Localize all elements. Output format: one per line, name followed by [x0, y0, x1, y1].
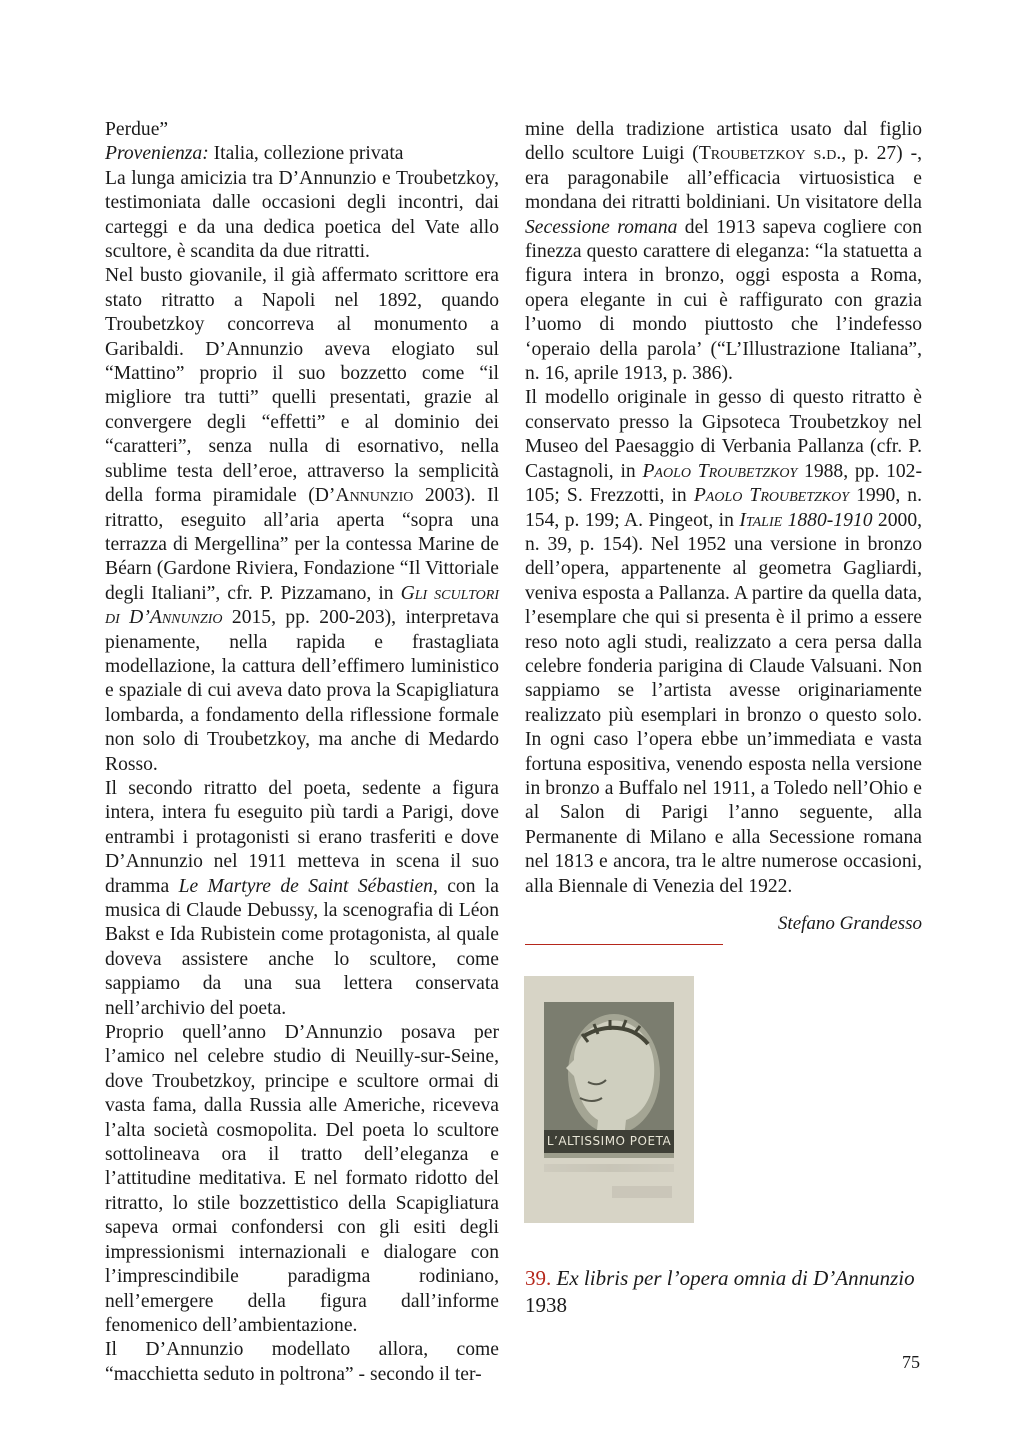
paragraph-text: Il modello originale in gesso di questo ritratto è conservato presso la Gipsoteca Troubetzkoy nel Museo del Paesaggio di Verbania Pallanza (cfr. P. Castagnoli, in — [525, 387, 922, 482]
ex-libris-fine-print — [544, 1164, 674, 1172]
provenance — [105, 142, 499, 166]
provenance-value: Italia, collezione privata — [208, 143, 404, 165]
page-number: 75 — [902, 1352, 920, 1372]
paragraph-text: mine della tradizione artistica usato dal figlio dello scultore Luigi ( — [525, 119, 922, 165]
author-signature: Stefano Grandesso — [777, 913, 922, 934]
citation: Troubetzkoy s.d. — [698, 143, 842, 165]
paragraph-text: , con la musica di Claude Debussy, la scenografia di Léon Bakst e Ida Rubistein come protagonista, al quale doveva assistere anche lo scultore, come sappiamo da una sua lettera conservata nell’archivio del poeta. — [105, 875, 499, 1019]
paragraph — [525, 118, 922, 386]
paragraph-text: 2015, pp. 200-203), interpretava pienamente, nella rapida e frastagliata modellazione, la cattura dell’effimero luministico e spaziale di cui aveva dato prova la Scapigliatura lombarda, a fondamento della riflessione formale non solo di Troubetzkoy, ma anche di Medardo Rosso. — [105, 607, 500, 775]
ex-libris-image — [524, 976, 694, 1223]
paragraph-text: del 1913 sapeva cogliere con finezza questo carattere di eleganza: “la statuetta a figura intera in bronzo, oggi esposta a Roma, opera elegante in cui è raffigurato con grazia l’uomo di mondo piuttosto che l’indefesso ‘operaio della parola’ (“L’Illustrazione Italiana”, n. 16, aprile 1913, p. 386). — [525, 216, 922, 385]
figure-year: 1938 — [525, 1293, 567, 1317]
paragraph-text: Il secondo ritratto del poeta, sedente a figura intera, intera fu eseguito più tardi a Parigi, dove entrambi i protagonisti si erano trasferiti e dove D’Annunzio nel 1911 metteva in scena il suo dramma — [105, 777, 499, 897]
paragraph-text: 1988, pp. 102-105; S. Frezzotti, in — [525, 460, 923, 507]
citation-title: Gli scultori di D’Annunzio — [105, 582, 499, 629]
caption-divider — [525, 944, 723, 945]
ex-libris-stamp — [612, 1186, 672, 1198]
paragraph — [105, 118, 499, 142]
paragraph — [105, 777, 499, 1021]
paragraph-text: 1990, n. 154, p. 199; A. Pingeot, in — [525, 485, 923, 531]
figure-number: 39. — [525, 1266, 552, 1290]
citation: D’Annunzio 2003 — [314, 485, 465, 507]
exhibition-title: Secessione romana — [525, 216, 678, 238]
paragraph-text: 2000, n. 39, p. 154). Nel 1952 una versione in bronzo dell’opera, appartenente al geometra Gagliardi, veniva esposta a Pallanza. A partire da quella data, l’esemplare che qui si presenta è il primo a essere reso noto agli studi, realizzato a cera persa dalla celebre fonderia parigina di Claude Valsuani. Non sappiamo se l’artista avesse originariamente realizzato più esemplari in bronzo o questo solo. In ogni caso l’opera ebbe un’immediata e vasta fortuna espositiva, venendo esposta nella versione in bronzo a Buffalo nel 1911, a Toledo nell’Ohio e al Salon di Parigi l’anno seguente, alla Permanente di Milano e alla Secessione romana nel 1813 e ancora, tra le altre numerose occasioni, alla Biennale di Venezia del 1922. — [525, 509, 923, 897]
text-line: Perdue” — [105, 119, 169, 140]
left-text-column — [105, 118, 499, 1387]
paragraph — [525, 386, 922, 899]
paragraph-text: Il D’Annunzio modellato allora, come “macchietta seduto in poltrona” - secondo il ter- — [105, 1339, 499, 1385]
paragraph-text: La lunga amicizia tra D’Annunzio e Troubetzkoy, testimoniata dalle occasioni degli incontri, dai carteggi e da una dedica poetica del Vate allo scultore, è scandita da due ritratti. — [105, 167, 499, 263]
provenance-label: Provenienza: — [105, 143, 209, 165]
paragraph — [105, 1021, 499, 1338]
citation-title: Italie 1880-1910 — [739, 509, 873, 531]
paragraph — [105, 1338, 499, 1387]
citation-title: Paolo Troubetzkoy — [693, 485, 850, 507]
figure-title: Ex libris per l’opera omnia di D’Annunzio — [556, 1266, 915, 1290]
paragraph-text: , p. 27) -, era paragonabile all’efficacia virtuosistica e mondana dei ritratti boldiniani. Un visitatore della — [525, 143, 922, 214]
paragraph — [105, 167, 499, 265]
paragraph-text: ). Il ritratto, eseguito all’aria aperta “sopra una terrazza di Mergellina” per la contessa Marine de Béarn (Gardone Riviera, Fondazione “Il Vittoriale degli Italiani”, cfr. P. Pizzamano, in — [105, 485, 499, 604]
figure-caption — [525, 1265, 925, 1319]
paragraph — [105, 264, 499, 777]
paragraph-text: Nel busto giovanile, il già affermato scrittore era stato ritratto a Napoli nel 1892, quando Troubetzkoy concorreva al monumento a Garibaldi. D’Annunzio aveva elogiato sul “Mattino” proprio il suo bozzetto come “il migliore tra tutti” quelli presentati, grazie al convergere degli “effetti” e al dominio dei “caratteri”, senza nulla di esornativo, nella sublime testa dell’eroe, attraverso la semplicità della forma piramidale ( — [105, 265, 499, 507]
paragraph-text: Proprio quell’anno D’Annunzio posava per l’amico nel celebre studio di Neuilly-sur-Seine, dove Troubetzkoy, principe e scultore ormai di vasta fama, dalla Russia alle Americhe, riceveva l’alta società cosmopolita. Del poeta lo scultore sottolineava ora il tratto dell’eleganza e l’attitudine meditativa. E nel formato ridotto del ritratto, lo stile bozzettistico della Scapigliatura sapeva ormai confondersi con gli esiti degli impressionismi internazionali e dialogare con l’imprescindibile paradigma rodiniano, nell’emergere della figura dall’informe fenomenico dell’ambientazione. — [105, 1022, 499, 1336]
work-title: Le Martyre de Saint Sébastien — [178, 875, 433, 897]
right-text-column — [525, 118, 922, 899]
citation-title: Paolo Troubetzkoy — [642, 460, 798, 482]
ex-libris-inscription: L’ALTISSIMO POETA — [544, 1130, 674, 1153]
